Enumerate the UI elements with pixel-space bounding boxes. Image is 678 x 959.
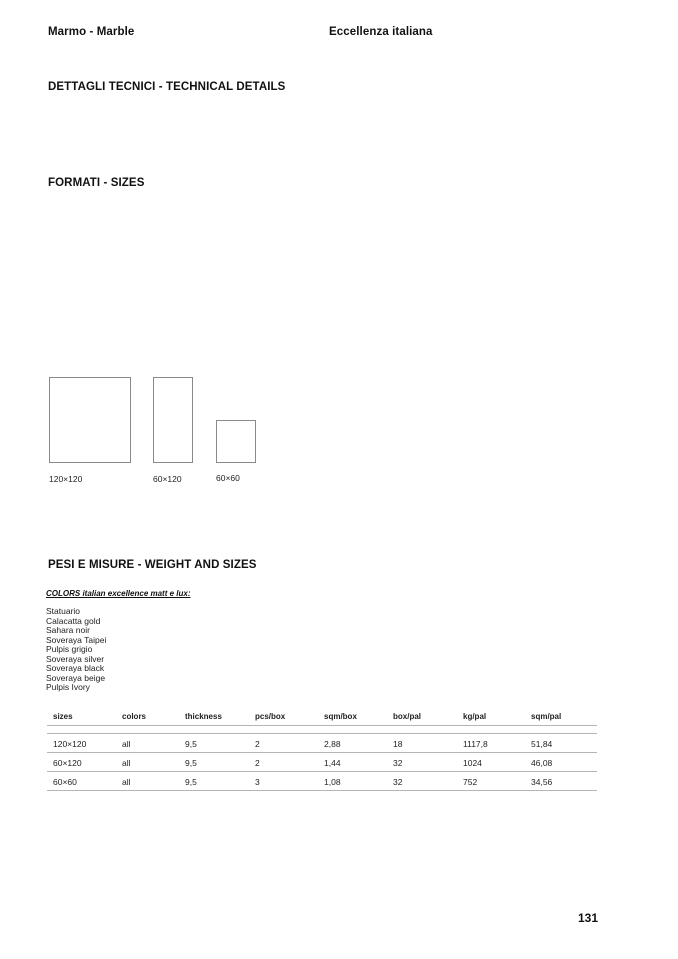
weights-title: PESI E MISURE - WEIGHT AND SIZES	[48, 559, 257, 571]
table-row	[47, 753, 597, 772]
formats-title: FORMATI - SIZES	[48, 177, 145, 189]
color-item: Soveraya Taipei	[46, 634, 107, 645]
table-cell: 9,5	[179, 734, 249, 753]
table-row	[47, 772, 597, 791]
table-cell: 51,84	[525, 734, 597, 753]
table-cell: 46,08	[525, 753, 597, 772]
specifications-table	[47, 707, 597, 791]
table-cell: 32	[387, 772, 457, 791]
column-header-pcs-box: pcs/box	[249, 707, 318, 726]
tile-60x60-diagram	[216, 420, 256, 463]
color-item: Calacatta gold	[46, 615, 101, 626]
column-header-kg-pal: kg/pal	[457, 707, 525, 726]
spacer-cell	[47, 726, 597, 734]
column-header-colors: colors	[116, 707, 179, 726]
table-cell: 9,5	[179, 772, 249, 791]
color-item: Sahara noir	[46, 625, 90, 635]
tile-60x120-diagram	[153, 377, 193, 463]
color-item: Pulpis grigio	[46, 644, 93, 654]
table-cell: 2	[249, 734, 318, 753]
table-cell: 1,08	[318, 772, 387, 791]
table-cell: 2	[249, 753, 318, 772]
table-cell: all	[116, 772, 179, 791]
header-right-title: Eccellenza italiana	[329, 26, 433, 38]
column-header-sqm-pal: sqm/pal	[525, 707, 597, 726]
table-cell: 120×120	[47, 734, 116, 753]
table-cell: 1024	[457, 753, 525, 772]
color-item: Pulpis Ivory	[46, 682, 90, 692]
color-item: Soveraya silver	[46, 653, 105, 664]
header-left-title: Marmo - Marble	[48, 26, 135, 38]
technical-details-title: DETTAGLI TECNICI - TECHNICAL DETAILS	[48, 81, 286, 93]
color-item: Statuario	[46, 606, 81, 616]
page-number: 131	[578, 911, 599, 925]
tile-label-60x120: 60×120	[153, 474, 182, 484]
color-item: Soveraya beige	[46, 672, 106, 683]
colors-heading: COLORS italian excellence matt e lux:	[46, 589, 191, 598]
column-header-sqm-box: sqm/box	[318, 707, 387, 726]
table-spacer-row	[47, 726, 597, 734]
table-cell: 60×120	[47, 753, 116, 772]
tile-label-60x60: 60×60	[216, 473, 240, 483]
column-header-box-pal: box/pal	[387, 707, 457, 726]
table-cell: 1117,8	[457, 734, 525, 753]
table-cell: all	[116, 753, 179, 772]
table-cell: 2,88	[318, 734, 387, 753]
column-header-thickness: thickness	[179, 707, 249, 726]
table-cell: 18	[387, 734, 457, 753]
table-cell: 752	[457, 772, 525, 791]
tile-label-120x120: 120×120	[49, 474, 83, 484]
color-item: Soveraya black	[46, 663, 105, 673]
table-cell: 3	[249, 772, 318, 791]
column-header-sizes: sizes	[47, 707, 116, 726]
table-cell: 60×60	[47, 772, 116, 791]
table-cell: 34,56	[525, 772, 597, 791]
tile-120x120-diagram	[49, 377, 131, 463]
table-row	[47, 734, 597, 753]
table-cell: 9,5	[179, 753, 249, 772]
table-header-row	[47, 707, 597, 726]
table-cell: all	[116, 734, 179, 753]
table-cell: 1,44	[318, 753, 387, 772]
table-cell: 32	[387, 753, 457, 772]
colors-list	[46, 607, 106, 693]
